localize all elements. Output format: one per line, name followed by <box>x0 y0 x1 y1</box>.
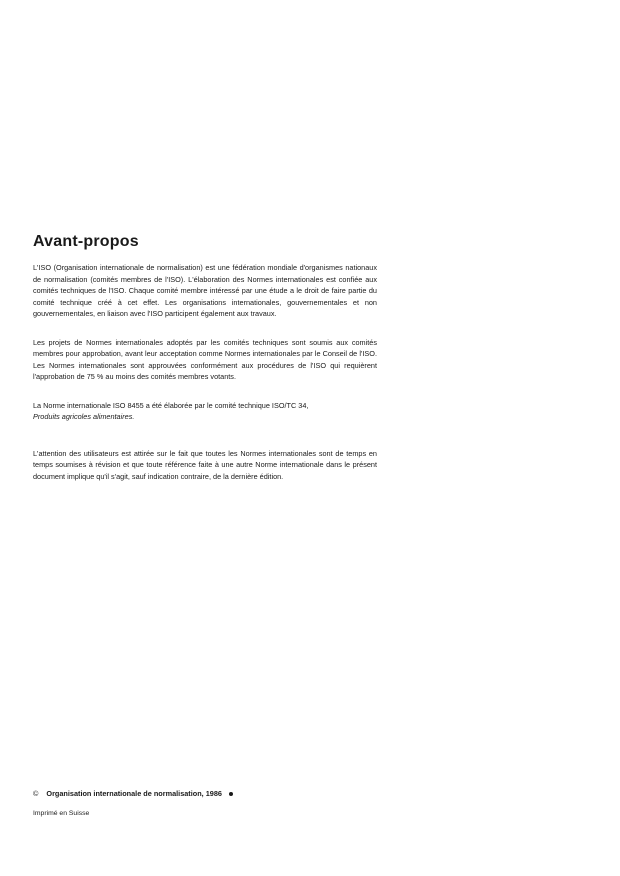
page-title: Avant-propos <box>33 233 139 250</box>
technical-committee-name: Produits agricoles alimentaires. <box>33 412 135 421</box>
paragraph-revision-notice: L'attention des utilisateurs est attirée sur le fait que toutes les Normes internationales sont de temps en temps soumises à révision et que toute référence faite à une autre Norme internationale dans le présent document implique qu'il s'agit, sauf indication contraire, de la dernière édition. <box>33 448 377 481</box>
paragraph-approval-procedure: Les projets de Normes internationales adoptés par les comités techniques sont soumis aux comités membres pour approbation, avant leur acceptation comme Normes internationales par le Conseil de l'ISO. Les Normes internationales sont approuvées conformément aux procédures de l'ISO qui requièrent l'approbation de 75 % au moins des comités membres votants. <box>33 337 377 381</box>
foreword-body <box>33 262 377 499</box>
paragraph-iso-definition: L'ISO (Organisation internationale de normalisation) est une fédération mondiale d'organismes nationaux de normalisation (comités membres de l'ISO). L'élaboration des Normes internationales est confiée aux comités techniques de l'ISO. Chaque comité membre intéressé par une étude a le droit de faire partie du comité technique créé à cet effet. Les organisations internationales, gouvernementales et non gouvernementales, en liaison avec l'ISO participent également aux travaux. <box>33 263 377 318</box>
standard-origin-text: La Norme internationale ISO 8455 a été élaborée par le comité technique ISO/TC 34, <box>33 400 309 410</box>
printed-in-note: Imprimé en Suisse <box>33 810 90 817</box>
copyright-icon: © <box>33 789 39 798</box>
copyright-line <box>33 789 233 798</box>
bullet-dot-icon <box>229 792 233 796</box>
paragraph-standard-origin <box>33 400 377 423</box>
copyright-text: Organisation internationale de normalisation, 1986 <box>46 789 222 798</box>
